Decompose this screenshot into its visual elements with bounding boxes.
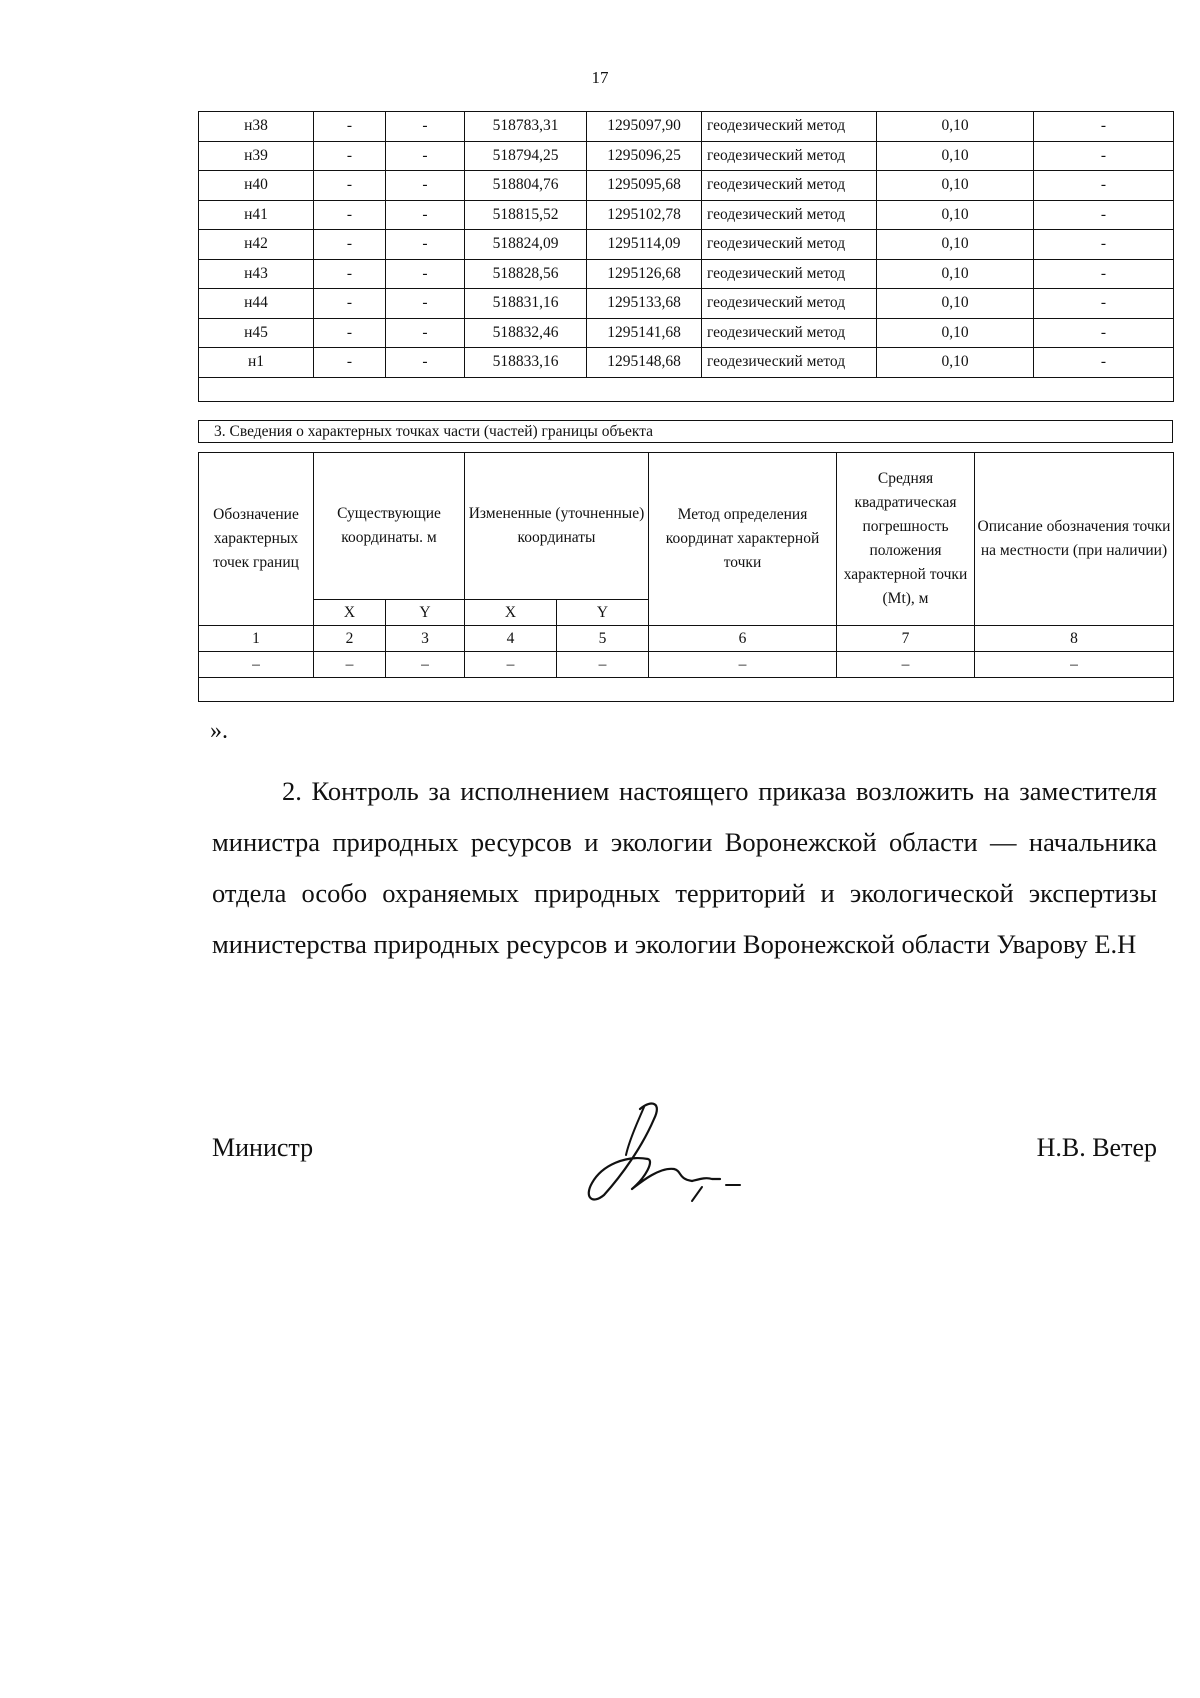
table-row — [199, 289, 1174, 319]
changed-y-cell: 1295095,68 — [587, 171, 702, 201]
point-name-cell: н44 — [199, 289, 314, 319]
mean-error-cell: 0,10 — [877, 259, 1034, 289]
mean-error-cell: 0,10 — [877, 200, 1034, 230]
existing-y-cell: - — [386, 171, 465, 201]
empty-row — [199, 678, 1174, 702]
mean-error-cell: 0,10 — [877, 112, 1034, 142]
part-boundary-points-table — [198, 452, 1174, 702]
table-row — [199, 200, 1174, 230]
changed-y-cell: 1295096,25 — [587, 141, 702, 171]
header-row — [199, 453, 1174, 600]
description-cell: - — [1034, 348, 1174, 378]
column-number-2: 2 — [314, 626, 386, 652]
existing-y-cell: - — [386, 259, 465, 289]
mean-error-cell: 0,10 — [877, 289, 1034, 319]
point-name-cell: н42 — [199, 230, 314, 260]
changed-x-cell: 518831,16 — [465, 289, 587, 319]
header-changed-coordinates: Измененные (уточненные) координаты — [465, 453, 649, 600]
description-cell: - — [1034, 230, 1174, 260]
method-cell: геодезический метод — [702, 112, 877, 142]
method-cell: геодезический метод — [702, 230, 877, 260]
column-number-4: 4 — [465, 626, 557, 652]
table-row — [199, 348, 1174, 378]
axis-x-changed: X — [465, 600, 557, 626]
handwritten-signature — [582, 1097, 762, 1207]
mean-error-cell: 0,10 — [877, 230, 1034, 260]
axis-y-changed: Y — [557, 600, 649, 626]
existing-x-cell: - — [314, 318, 386, 348]
point-name-cell: н43 — [199, 259, 314, 289]
description-cell: - — [1034, 112, 1174, 142]
method-cell: геодезический метод — [702, 200, 877, 230]
description-cell: - — [1034, 318, 1174, 348]
existing-y-cell: - — [386, 348, 465, 378]
description-cell: - — [1034, 200, 1174, 230]
changed-y-cell: 1295097,90 — [587, 112, 702, 142]
axis-x-existing: X — [314, 600, 386, 626]
existing-x-cell: - — [314, 112, 386, 142]
point-name-cell: н1 — [199, 348, 314, 378]
point-name-cell: н41 — [199, 200, 314, 230]
header-error: Средняя квадратическая погрешность положения характерной точки (Mt), м — [837, 453, 975, 626]
mean-error-cell: 0,10 — [877, 348, 1034, 378]
changed-x-cell: 518832,46 — [465, 318, 587, 348]
empty-cell — [199, 377, 1174, 401]
existing-y-cell: - — [386, 141, 465, 171]
existing-x-cell: - — [314, 289, 386, 319]
changed-x-cell: 518815,52 — [465, 200, 587, 230]
changed-x-cell: 518783,31 — [465, 112, 587, 142]
axis-y-existing: Y — [386, 600, 465, 626]
changed-x-cell: 518794,25 — [465, 141, 587, 171]
minister-name: Н.В. Ветер — [1036, 1133, 1157, 1162]
existing-x-cell: - — [314, 259, 386, 289]
existing-y-cell: - — [386, 289, 465, 319]
changed-y-cell: 1295126,68 — [587, 259, 702, 289]
changed-x-cell: 518824,09 — [465, 230, 587, 260]
table-row — [199, 171, 1174, 201]
description-cell: - — [1034, 259, 1174, 289]
changed-y-cell: 1295102,78 — [587, 200, 702, 230]
point-name-cell: н38 — [199, 112, 314, 142]
boundary-points-table — [198, 111, 1174, 402]
existing-y-cell: - — [386, 230, 465, 260]
changed-y-cell: 1295114,09 — [587, 230, 702, 260]
column-number-5: 5 — [557, 626, 649, 652]
dash-row — [199, 652, 1174, 678]
existing-y-cell: - — [386, 112, 465, 142]
table-row — [199, 259, 1174, 289]
changed-y-cell: 1295133,68 — [587, 289, 702, 319]
description-cell: - — [1034, 171, 1174, 201]
existing-y-cell: - — [386, 318, 465, 348]
page-number: 17 — [591, 68, 609, 87]
changed-x-cell: 518828,56 — [465, 259, 587, 289]
mean-error-cell: 0,10 — [877, 171, 1034, 201]
dash-cell-1: – — [199, 652, 314, 678]
method-cell: геодезический метод — [702, 171, 877, 201]
point-name-cell: н40 — [199, 171, 314, 201]
method-cell: геодезический метод — [702, 348, 877, 378]
method-cell: геодезический метод — [702, 259, 877, 289]
mean-error-cell: 0,10 — [877, 141, 1034, 171]
dash-cell-6: – — [649, 652, 837, 678]
changed-x-cell: 518833,16 — [465, 348, 587, 378]
column-number-6: 6 — [649, 626, 837, 652]
existing-x-cell: - — [314, 200, 386, 230]
description-cell: - — [1034, 289, 1174, 319]
existing-x-cell: - — [314, 141, 386, 171]
section-3-title: 3. Сведения о характерных точках части (частей) границы объекта — [198, 420, 1173, 443]
description-cell: - — [1034, 141, 1174, 171]
column-number-3: 3 — [386, 626, 465, 652]
point-name-cell: н45 — [199, 318, 314, 348]
closing-quote: ». — [210, 718, 228, 744]
table-row — [199, 112, 1174, 142]
empty-cell — [199, 678, 1174, 702]
dash-cell-3: – — [386, 652, 465, 678]
header-method: Метод определения координат характерной точки — [649, 453, 837, 626]
table-row — [199, 141, 1174, 171]
signature-block — [212, 1125, 1157, 1235]
method-cell: геодезический метод — [702, 318, 877, 348]
column-number-8: 8 — [975, 626, 1174, 652]
dash-cell-2: – — [314, 652, 386, 678]
changed-y-cell: 1295148,68 — [587, 348, 702, 378]
header-existing-coordinates: Существующие координаты. м — [314, 453, 465, 600]
column-number-row — [199, 626, 1174, 652]
mean-error-cell: 0,10 — [877, 318, 1034, 348]
table-row — [199, 230, 1174, 260]
header-designation: Обозначение характерных точек границ — [199, 453, 314, 626]
existing-x-cell: - — [314, 348, 386, 378]
empty-row — [199, 377, 1174, 401]
method-cell: геодезический метод — [702, 141, 877, 171]
column-number-7: 7 — [837, 626, 975, 652]
existing-x-cell: - — [314, 230, 386, 260]
header-description: Описание обозначения точки на местности (при наличии) — [975, 453, 1174, 626]
dash-cell-8: – — [975, 652, 1174, 678]
table-row — [199, 318, 1174, 348]
existing-y-cell: - — [386, 200, 465, 230]
existing-x-cell: - — [314, 171, 386, 201]
method-cell: геодезический метод — [702, 289, 877, 319]
dash-cell-7: – — [837, 652, 975, 678]
control-paragraph: 2. Контроль за исполнением настоящего приказа возложить на заместителя министра природных ресурсов и экологии Воронежской области — начальника отдела особо охраняемых природных территорий и экологической экспертизы министерства природных ресурсов и экологии Воронежской области Уварову Е.Н — [212, 776, 1157, 959]
dash-cell-4: – — [465, 652, 557, 678]
dash-cell-5: – — [557, 652, 649, 678]
point-name-cell: н39 — [199, 141, 314, 171]
changed-y-cell: 1295141,68 — [587, 318, 702, 348]
changed-x-cell: 518804,76 — [465, 171, 587, 201]
minister-title: Министр — [212, 1133, 314, 1162]
column-number-1: 1 — [199, 626, 314, 652]
